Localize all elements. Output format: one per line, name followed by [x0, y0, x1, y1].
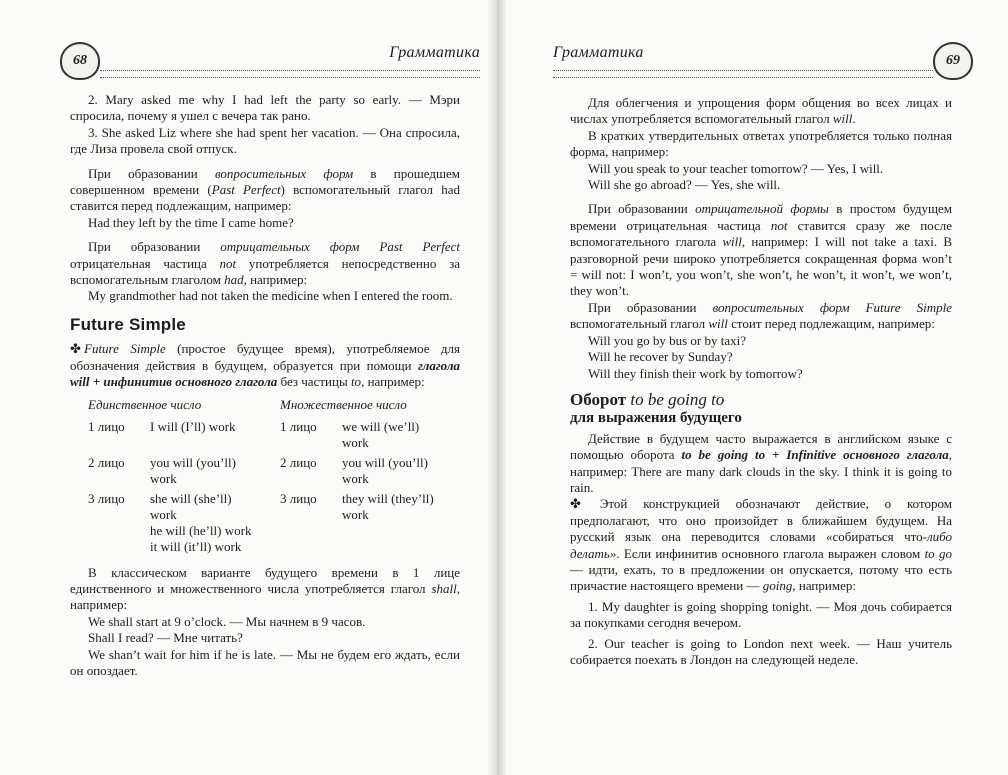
example-sentence: 2. Our teacher is going to London next week. — Наш учитель собирается поехать в Лондон на следующей неделе. [570, 635, 952, 667]
book-gutter [487, 0, 507, 775]
header-ornament-rule [100, 70, 480, 78]
example-sentence: Shall I read? — Мне читать? [88, 630, 243, 646]
paragraph: В классическом варианте будущего времени в 1 лице единственного и множественного числа употребляется глагол shall, например: [70, 564, 460, 613]
table-cell: we will (we’ll) work [342, 418, 420, 450]
paragraph: Действие в будущем часто выражается в английском языке с помощью оборота to be going to + Infinitive основного глагола, например: There are many dark clouds in the sky. I think it is going to rain. [570, 430, 952, 495]
example-sentence: Will they finish their work by tomorrow? [588, 365, 803, 381]
running-title: Грамматика [389, 44, 480, 61]
table-cell: you will (you’ll) work [150, 454, 236, 486]
bullet-icon: ✤ [570, 496, 581, 512]
example-sentence: Will you go by bus or by taxi? [588, 332, 746, 348]
section-title: Оборот to be going to [570, 389, 725, 409]
paragraph: При образовании вопросительных форм Future Simple вспомогательный глагол will стоит перед подлежащим, например: [570, 299, 952, 332]
right-page [505, 0, 1008, 775]
paragraph: ✤ Future Simple (простое будущее время), употребляемое для обозначения действия в будущем, образуется при помощи глагола will + инфинитив основного глагола без частицы to, например: [70, 341, 461, 390]
page-number-badge: 68 [60, 42, 100, 80]
paragraph: Для облегчения и упрощения форм общения во всех лицах и числах употребляется вспомогательный глагол will. [570, 95, 952, 127]
paragraph: При образовании отрицательной формы в простом будущем времени отрицательная частица not ставится сразу же после вспомогательного глагола will, например: I will not take a taxi. В разговорной речи широко употребляется сокращенная форма won’t = will not: I won’t, you won’t, she won’t, he won’t, it won’t, we won’t, they won’t. [570, 201, 953, 299]
table-header-singular: Единственное число [88, 396, 202, 412]
conjugation-table [70, 395, 460, 557]
page-number-badge: 69 [933, 42, 973, 80]
right-page-header [553, 40, 973, 80]
table-cell: they will (they’ll) work [342, 490, 434, 522]
table-person: 1 лицо [280, 418, 317, 434]
left-page-header [60, 40, 480, 80]
running-title: Грамматика [553, 44, 644, 61]
example-sentence: 3. She asked Liz where she had spent her vacation. — Она спросила, где Лиза провела свой отпуск. [70, 124, 460, 157]
table-cell: she will (she’ll) work [150, 490, 232, 522]
example-sentence: We shall start at 9 o’clock. — Мы начнем в 9 часов. [88, 613, 366, 629]
table-person: 1 лицо [88, 418, 125, 434]
section-subtitle: для выражения будущего [570, 410, 742, 427]
example-sentence: 1. My daughter is going shopping tonight. — Моя дочь собирается за покупками сегодня вечером. [570, 598, 952, 631]
example-sentence: My grandmother had not taken the medicine when I entered the room. [88, 288, 453, 304]
table-cell: I will (I’ll) work [150, 418, 236, 434]
bullet-icon: ✤ [70, 341, 81, 357]
example-sentence: We shan’t wait for him if he is late. — Мы не будем его ждать, если он опоздает. [70, 646, 460, 678]
paragraph: При образовании отрицательных форм Past Perfect отрицательная частица not употребляется непосредственно за вспомогательным глаголом had, например: [70, 239, 460, 288]
example-sentence: Will she go abroad? — Yes, she will. [588, 177, 781, 193]
section-title: Future Simple [70, 314, 186, 334]
table-cell: he will (he’ll) work [150, 522, 252, 538]
header-ornament-rule [553, 70, 933, 78]
left-page [0, 0, 490, 775]
table-header-plural: Множественное число [280, 396, 407, 412]
paragraph: В кратких утвердительных ответах употребляется только полная форма, например: [570, 127, 952, 160]
example-sentence: Will he recover by Sunday? [588, 349, 733, 365]
example-sentence: Will you speak to your teacher tomorrow? — Yes, I will. [588, 160, 884, 176]
left-page-body [70, 92, 460, 679]
table-person: 2 лицо [280, 454, 317, 470]
table-person: 2 лицо [88, 454, 125, 470]
example-sentence: 2. Mary asked me why I had left the party so early. — Мэри спросила, почему я ушел с вечера так рано. [70, 92, 460, 124]
example-sentence: Had they left by the time I came home? [88, 214, 294, 230]
table-person: 3 лицо [88, 490, 125, 506]
paragraph: ✤ Этой конструкцией обозначают действие, о котором предполагают, что оно произойдет в ближайшем будущем. На русский язык она переводится словами «собираться что-либо делать». Если инфинитив основного глагола выражен словом to go — идти, ехать, то в предложении он опускается, потому что есть причастие настоящего времени — going, например: [570, 496, 952, 594]
table-cell: it will (it’ll) work [150, 538, 242, 554]
table-cell: you will (you’ll) work [342, 454, 428, 486]
table-person: 3 лицо [280, 490, 317, 506]
right-page-body [570, 95, 952, 668]
paragraph: При образовании вопросительных форм в прошедшем совершенном времени (Past Perfect) вспомогательный глагол had ставится перед подлежащим, например: [70, 165, 460, 214]
